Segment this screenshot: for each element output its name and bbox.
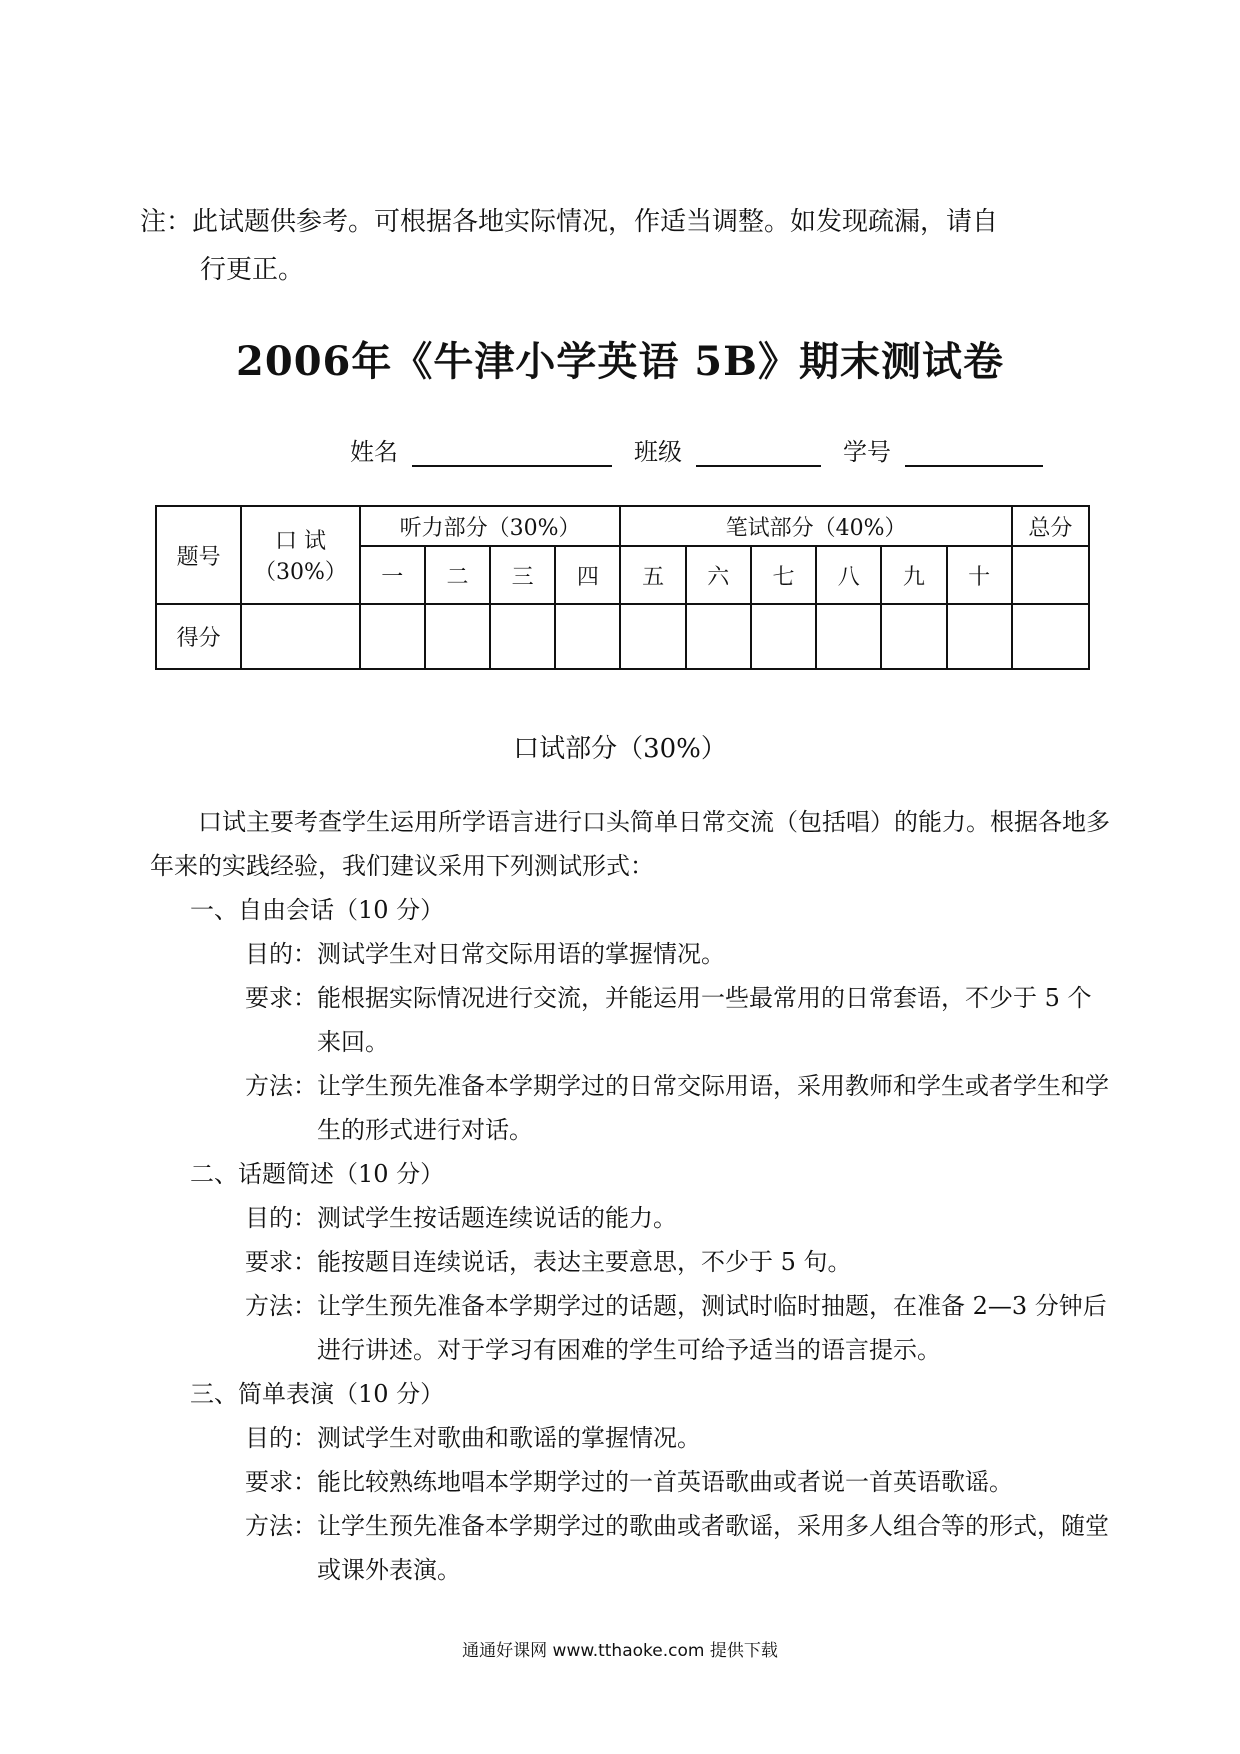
method-key: 方法： [245, 1512, 317, 1540]
section-heading: 三、简单表演（10 分） [190, 1380, 445, 1408]
goal-line [150, 932, 1110, 976]
score-cell[interactable] [490, 604, 555, 669]
total-blank-cell [1012, 546, 1089, 604]
goal-text: 测试学生按话题连续说话的能力。 [317, 1204, 677, 1232]
method-line [150, 1284, 1110, 1372]
requirement-text: 能按题目连续说话，表达主要意思，不少于 5 句。 [317, 1248, 852, 1276]
note [140, 198, 1110, 294]
note-line-1: 注：此试题供参考。可根据各地实际情况，作适当调整。如发现疏漏，请自 [140, 207, 999, 237]
note-line-2: 行更正。 [200, 255, 305, 285]
goal-line [150, 1196, 1110, 1240]
section-heading: 一、自由会话（10 分） [190, 896, 445, 924]
method-text: 让学生预先准备本学期学过的歌曲或者歌谣，采用多人组合等的形式，随堂或课外表演。 [317, 1512, 1109, 1584]
score-cell[interactable] [947, 604, 1012, 669]
requirement-line [150, 1240, 1110, 1284]
requirement-key: 要求： [245, 1248, 317, 1276]
column-label: 五 [620, 546, 685, 604]
column-label: 六 [686, 546, 751, 604]
score-cell[interactable] [620, 604, 685, 669]
method-key: 方法： [245, 1072, 317, 1100]
requirement-text: 能根据实际情况进行交流，并能运用一些最常用的日常套语，不少于 5 个来回。 [317, 984, 1092, 1056]
oral-label: 口 试 [274, 529, 326, 554]
intro-paragraph: 口试主要考查学生运用所学语言进行口头简单日常交流（包括唱）的能力。根据各地多年来的实践经验，我们建议采用下列测试形式： [150, 808, 1110, 880]
score-cell[interactable] [881, 604, 946, 669]
column-label: 一 [360, 546, 425, 604]
column-label: 九 [881, 546, 946, 604]
score-cell[interactable] [425, 604, 490, 669]
column-label: 二 [425, 546, 490, 604]
written-header: 笔试部分（40%） [620, 506, 1011, 546]
requirement-line [150, 1460, 1110, 1504]
class-blank[interactable] [696, 437, 821, 467]
requirement-line [150, 976, 1110, 1064]
student-info-fields [350, 432, 1065, 467]
method-text: 让学生预先准备本学期学过的话题，测试时临时抽题，在准备 2—3 分钟后进行讲述。对于学习有困难的学生可给予适当的语言提示。 [317, 1292, 1107, 1364]
section-title: 口试部分（30%） [513, 734, 727, 764]
listening-header: 听力部分（30%） [360, 506, 621, 546]
score-table [155, 505, 1090, 670]
method-line [150, 1064, 1110, 1152]
column-label: 十 [947, 546, 1012, 604]
score-cell[interactable] [816, 604, 881, 669]
number-label: 学号 [843, 438, 891, 466]
name-label: 姓名 [350, 438, 398, 466]
column-label: 四 [555, 546, 620, 604]
goal-text: 测试学生对日常交际用语的掌握情况。 [317, 940, 725, 968]
body-text [150, 800, 1110, 1592]
goal-line [150, 1416, 1110, 1460]
section-heading: 二、话题简述（10 分） [190, 1160, 445, 1188]
page-title: 2006年《牛津小学英语 5B》期末测试卷 [236, 338, 1004, 385]
goal-key: 目的： [245, 1204, 317, 1232]
oral-percent: （30%） [254, 560, 347, 585]
goal-text: 测试学生对歌曲和歌谣的掌握情况。 [317, 1424, 701, 1452]
goal-key: 目的： [245, 940, 317, 968]
score-row-label: 得分 [156, 604, 241, 669]
score-cell[interactable] [360, 604, 425, 669]
requirement-text: 能比较熟练地唱本学期学过的一首英语歌曲或者说一首英语歌谣。 [317, 1468, 1013, 1496]
method-key: 方法： [245, 1292, 317, 1320]
row-header-label: 题号 [156, 506, 241, 604]
method-text: 让学生预先准备本学期学过的日常交际用语，采用教师和学生或者学生和学生的形式进行对话。 [317, 1072, 1109, 1144]
requirement-key: 要求： [245, 984, 317, 1012]
column-label: 三 [490, 546, 555, 604]
requirement-key: 要求： [245, 1468, 317, 1496]
footer-credit: 通通好课网 www.tthaoke.com 提供下载 [462, 1641, 778, 1661]
score-cell[interactable] [555, 604, 620, 669]
oral-header [241, 506, 359, 604]
column-label: 八 [816, 546, 881, 604]
column-label: 七 [751, 546, 816, 604]
total-header: 总分 [1012, 506, 1089, 546]
goal-key: 目的： [245, 1424, 317, 1452]
score-cell[interactable] [751, 604, 816, 669]
total-score-cell[interactable] [1012, 604, 1089, 669]
number-blank[interactable] [905, 437, 1043, 467]
class-label: 班级 [634, 438, 682, 466]
method-line [150, 1504, 1110, 1592]
name-blank[interactable] [412, 437, 612, 467]
score-cell[interactable] [241, 604, 359, 669]
score-cell[interactable] [686, 604, 751, 669]
